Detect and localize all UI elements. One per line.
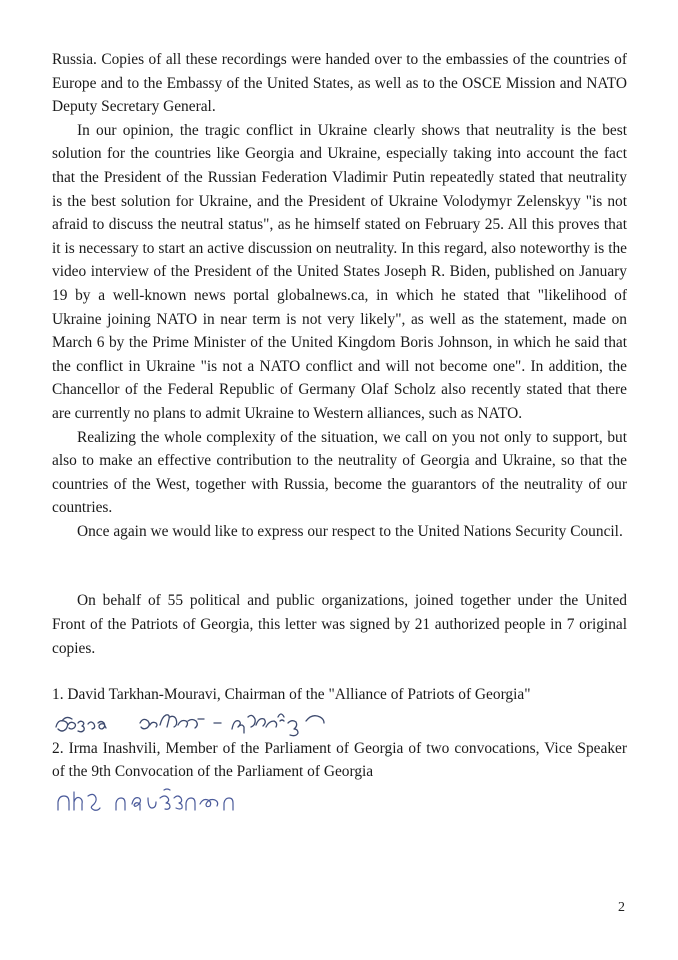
paragraph-continuation: Russia. Copies of all these recordings were handed over to the embassies of the countries of Europe and to the Embassy of the United States, as well as to the OSCE Mission and NATO Deputy Secretary General.	[52, 51, 627, 116]
spacer	[52, 660, 627, 683]
handwritten-signature	[52, 707, 627, 737]
paragraph-respect: Once again we would like to express our respect to the United Nations Security Council.	[77, 522, 623, 540]
page-number: 2	[618, 900, 625, 915]
handwritten-signature	[52, 784, 627, 814]
signature-scribble-icon	[52, 707, 412, 741]
signatory-line: 2. Irma Inashvili, Member of the Parliament of Georgia of two convocations, Vice Speaker of the 9th Convocation of the Parliament of Georgia	[52, 739, 627, 781]
paragraph-neutrality-opinion: In our opinion, the tragic conflict in Ukraine clearly shows that neutrality is the best solution for the countries like Georgia and Ukraine, especially taking into account the fact that the President of the Russian Federation Vladimir Putin repeatedly stated that neutrality is the best solution for Ukraine, and the President of Ukraine Volodymyr Zelenskyy "is not afraid to discuss the neutral status", as he himself stated on February 25. All this proves that it is necessary to start an active discussion on neutrality. In this regard, also noteworthy is the video interview of the President of the United States Joseph R. Biden, published on January 19 by a well-known news portal globalnews.ca, in which he stated that "likelihood of Ukraine joining NATO in near term is not very likely", as well as the statement, made on March 6 by the Prime Minister of the United Kingdom Boris Johnson, in which he said that the conflict in Ukraine "is not a NATO conflict and will not become one". In addition, the Chancellor of the Federal Republic of Germany Olaf Scholz also recently stated that there are currently no plans to admit Ukraine to Western alliances, such as NATO.	[52, 121, 627, 422]
signatory-line: 1. David Tarkhan-Mouravi, Chairman of the "Alliance of Patriots of Georgia"	[52, 686, 531, 704]
signatory-block-1	[52, 683, 627, 737]
signatory-block-2	[52, 737, 627, 814]
document-page	[52, 48, 627, 814]
closing-statement: On behalf of 55 political and public organizations, joined together under the United Front of the Patriots of Georgia, this letter was signed by 21 authorized people in 7 original copies.	[52, 592, 627, 657]
spacer	[52, 543, 627, 589]
paragraph-call-to-action: Realizing the whole complexity of the situation, we call on you not only to support, but also to make an effective contribution to the neutrality of Georgia and Ukraine, so that the countries of the West, together with Russia, become the guarantors of the neutrality of our countries.	[52, 428, 627, 517]
signature-scribble-icon	[52, 784, 312, 818]
